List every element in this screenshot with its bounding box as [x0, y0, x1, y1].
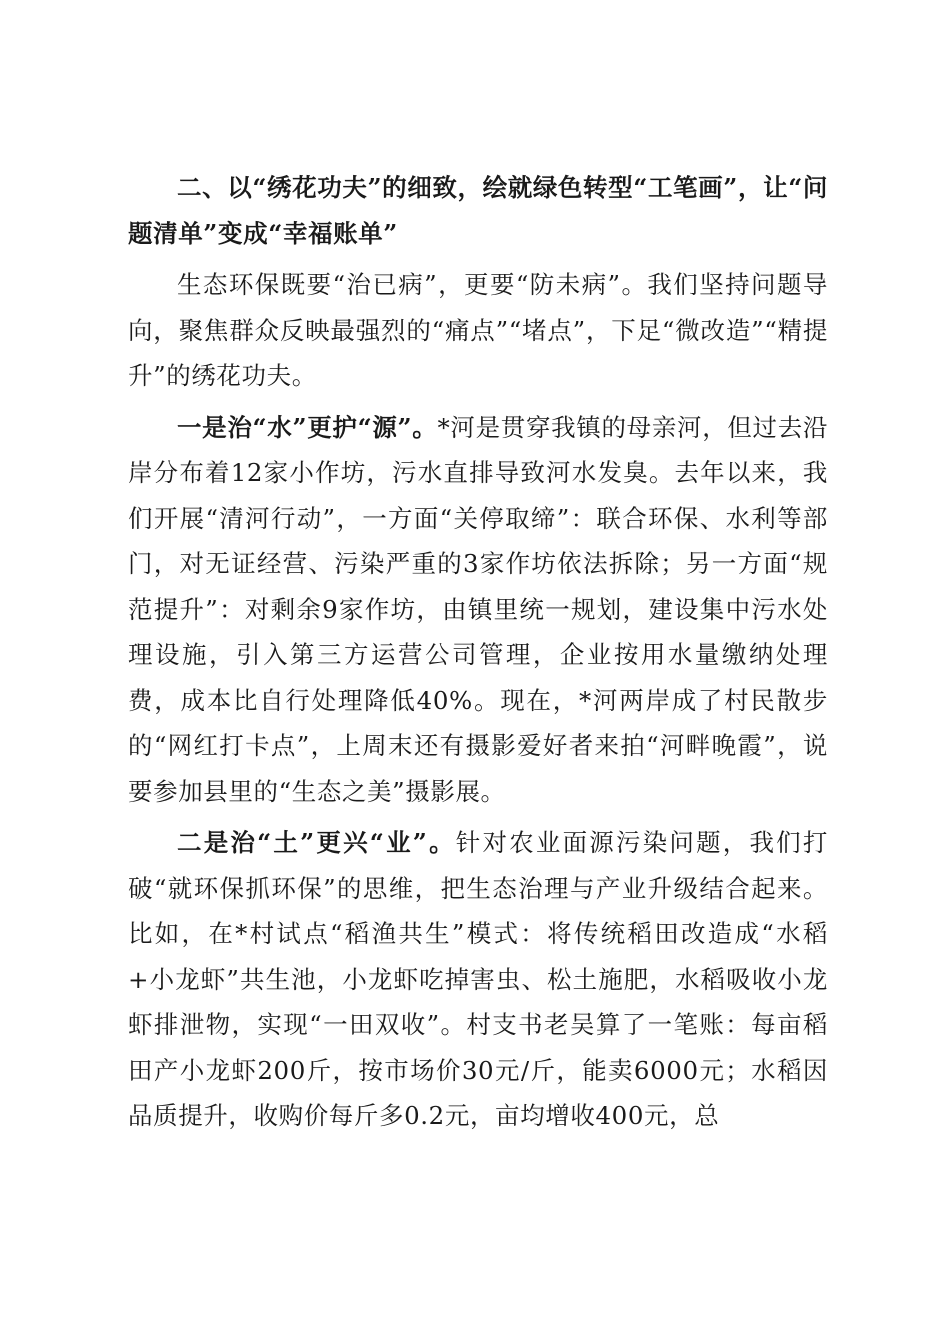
water-paragraph-text: *河是贯穿我镇的母亲河，但过去沿岸分布着12家小作坊，污水直排导致河水发臭。去年以来，我们开展“清河行动”，一方面“关停取缔”：联合环保、水利等部门，对无证经营、污染严重的3家作坊依法拆除；另一方面“规范提升”：对剩余9家作坊，由镇里统一规划，建设集中污水处理设施，引入第三方运营公司管理，企业按用水量缴纳处理费，成本比自行处理降低40%。现在，*河两岸成了村民散步的“网红打卡点”，上周末还有摄影爱好者来拍“河畔晚霞”，说要参加县里的“生态之美”摄影展。 — [128, 412, 828, 806]
soil-paragraph-text: 针对农业面源污染问题，我们打破“就环保抓环保”的思维，把生态治理与产业升级结合起来。比如，在*村试点“稻渔共生”模式：将传统稻田改造成“水稻+小龙虾”共生池，小龙虾吃掉害虫、松土施肥，水稻吸收小龙虾排泄物，实现“一田双收”。村支书老吴算了一笔账：每亩稻田产小龙虾200斤，按市场价30元/斤，能卖6000元；水稻因品质提升，收购价每斤多0.2元，亩均增收400元，总 — [128, 828, 829, 1130]
soil-paragraph-lead: 二是治“土”更兴“业”。 — [177, 828, 456, 857]
section-heading: 二、以“绣花功夫”的细致，绘就绿色转型“工笔画”，让“问题清单”变成“幸福账单” — [128, 173, 828, 248]
intro-paragraph-text: 生态环保既要“治已病”，更要“防未病”。我们坚持问题导向，聚焦群众反映最强烈的“痛点”“堵点”，下足“微改造”“精提升”的绣花功夫。 — [128, 270, 828, 390]
document-page — [128, 165, 828, 1139]
water-paragraph — [128, 405, 828, 815]
intro-paragraph — [128, 262, 828, 399]
water-paragraph-lead: 一是治“水”更护“源”。 — [177, 412, 438, 442]
soil-paragraph — [128, 820, 828, 1139]
